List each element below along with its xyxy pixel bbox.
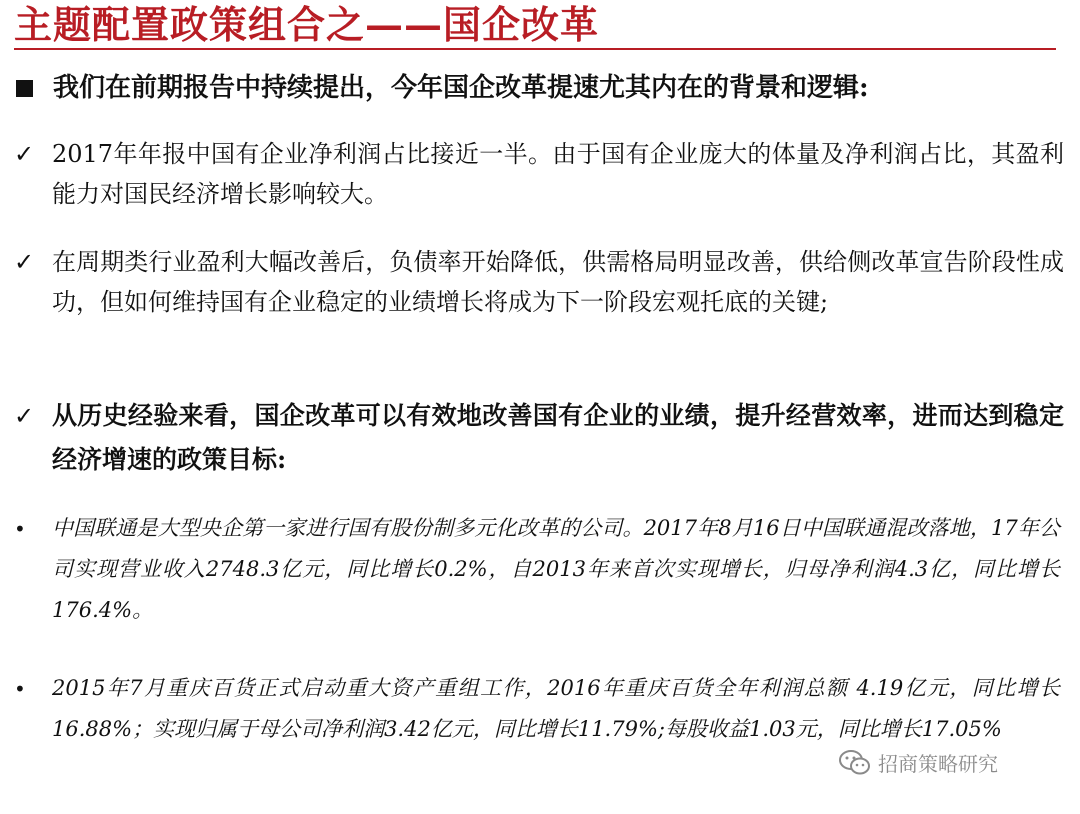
- check-item-text: 2017年年报中国有企业净利润占比接近一半。由于国有企业庞大的体量及净利润占比，其盈利能力对国民经济增长影响较大。: [52, 140, 1064, 208]
- section-heading: [14, 70, 869, 106]
- section-heading-text: 我们在前期报告中持续提出，今年国企改革提速尤其内在的背景和逻辑:: [53, 73, 869, 103]
- check-item-3: [14, 394, 1064, 482]
- watermark-text: 招商策略研究: [878, 752, 998, 776]
- check-item-2: [14, 242, 1064, 322]
- bullet-item-text: 2015年7月重庆百货正式启动重大资产重组工作，2016年重庆百货全年利润总额 4.19亿元，同比增长16.88%；实现归属于母公司净利润3.42亿元，同比增长11.79%;每股收益1.03元，同比增长17.05%: [52, 676, 1060, 741]
- bullet-item-1: [14, 508, 1064, 631]
- watermark: [838, 748, 998, 777]
- bullet-item-text: 中国联通是大型央企第一家进行国有股份制多元化改革的公司。2017年8月16日中国联通混改落地，17年公司实现营业收入2748.3亿元，同比增长0.2%，自2013年来首次实现增长，归母净利润4.3亿，同比增长176.4%。: [52, 516, 1060, 622]
- bullet-item-2: [14, 668, 1064, 750]
- checkmark-icon: ✓: [14, 248, 35, 276]
- checkmark-icon: ✓: [14, 140, 35, 168]
- wechat-icon: [838, 749, 872, 777]
- check-item-text: 从历史经验来看，国企改革可以有效地改善国有企业的业绩，提升经营效率，进而达到稳定经济增速的政策目标:: [52, 401, 1064, 474]
- title-divider: [14, 48, 1056, 50]
- check-item-1: [14, 134, 1064, 214]
- bullet-dot-icon: •: [14, 517, 26, 541]
- square-bullet-icon: [16, 80, 33, 97]
- bullet-dot-icon: •: [14, 677, 26, 701]
- page-title: 主题配置政策组合之——国企改革: [14, 2, 600, 47]
- checkmark-icon: ✓: [14, 402, 35, 430]
- check-item-text: 在周期类行业盈利大幅改善后，负债率开始降低，供需格局明显改善，供给侧改革宣告阶段性成功，但如何维持国有企业稳定的业绩增长将成为下一阶段宏观托底的关键;: [52, 248, 1064, 316]
